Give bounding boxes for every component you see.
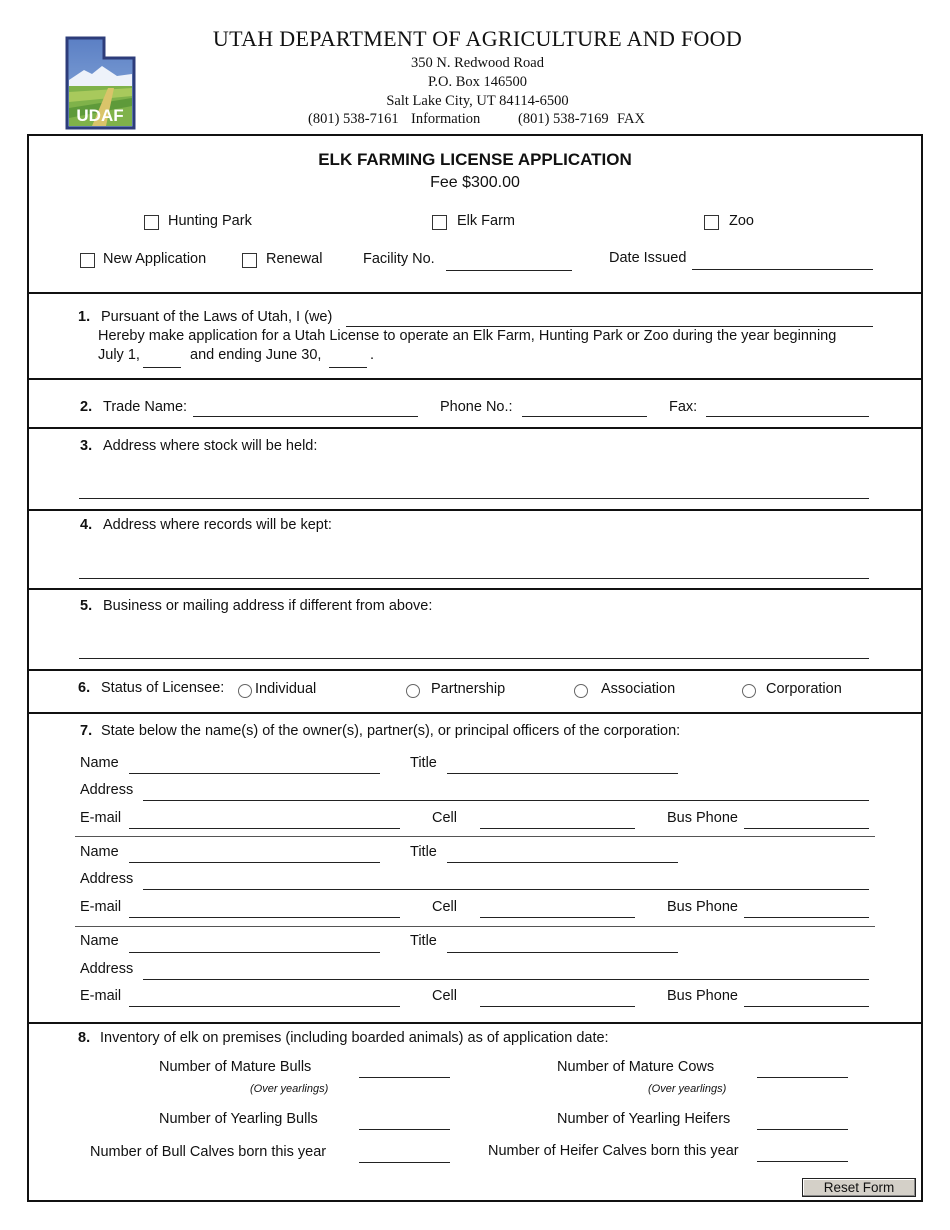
corporation-radio[interactable] — [742, 684, 756, 698]
divider — [27, 669, 923, 671]
owner3-cell-input[interactable] — [480, 1006, 635, 1007]
mature-cows-note: (Over yearlings) — [648, 1083, 727, 1095]
fax-label: FAX — [617, 111, 645, 127]
s1-ending: and ending June 30, — [190, 347, 322, 363]
owner-separator — [75, 836, 875, 837]
owner3-cell-label: Cell — [432, 988, 457, 1004]
owner3-name-input[interactable] — [129, 952, 380, 953]
logo-text: UDAF — [76, 106, 124, 125]
owner2-title-label: Title — [410, 844, 437, 860]
heifer-calves-input[interactable] — [757, 1161, 848, 1162]
divider — [27, 427, 923, 429]
owner1-address-input[interactable] — [143, 800, 869, 801]
heifer-calves-label: Number of Heifer Calves born this year — [488, 1143, 739, 1159]
owner1-cell-input[interactable] — [480, 828, 635, 829]
owner1-email-label: E-mail — [80, 810, 122, 826]
phone-no-input[interactable] — [522, 416, 647, 417]
yearling-bulls-label: Number of Yearling Bulls — [159, 1111, 318, 1127]
owner2-address-label: Address — [80, 871, 134, 887]
mature-cows-input[interactable] — [757, 1077, 848, 1078]
association-radio[interactable] — [574, 684, 588, 698]
facility-no-input[interactable] — [446, 270, 572, 271]
owner1-cell-label: Cell — [432, 810, 457, 826]
bull-calves-label: Number of Bull Calves born this year — [90, 1144, 327, 1160]
org-name: UTAH DEPARTMENT OF AGRICULTURE AND FOOD — [212, 26, 743, 51]
association-label: Association — [601, 681, 676, 697]
owner1-bus-phone-label: Bus Phone — [667, 810, 738, 826]
date-issued-input[interactable] — [692, 269, 873, 270]
owner3-title-input[interactable] — [447, 952, 678, 953]
owner2-bus-phone-label: Bus Phone — [667, 899, 738, 915]
facility-no-label: Facility No. — [363, 251, 435, 267]
owner2-email-label: E-mail — [80, 899, 122, 915]
owner3-email-input[interactable] — [129, 1006, 400, 1007]
new-application-label: New Application — [103, 251, 207, 267]
s6-number: 6. — [78, 680, 91, 696]
phone-label: Information — [411, 111, 481, 127]
trade-name-label: Trade Name: — [103, 399, 188, 415]
owner1-title-input[interactable] — [447, 773, 678, 774]
s2-number: 2. — [80, 399, 93, 415]
divider — [27, 1022, 923, 1024]
individual-label: Individual — [255, 681, 317, 697]
s8-number: 8. — [78, 1030, 91, 1046]
owner1-title-label: Title — [410, 755, 437, 771]
elk-farm-checkbox[interactable] — [432, 215, 447, 230]
renewal-checkbox[interactable] — [242, 253, 257, 268]
owner2-title-input[interactable] — [447, 862, 678, 863]
fax-label: Fax: — [669, 399, 698, 415]
divider — [27, 509, 923, 511]
owner1-name-label: Name — [80, 755, 119, 771]
applicant-name-input[interactable] — [346, 326, 873, 327]
partnership-label: Partnership — [431, 681, 506, 697]
owner3-title-label: Title — [410, 933, 437, 949]
mature-cows-label: Number of Mature Cows — [557, 1059, 715, 1075]
s1-period: . — [370, 347, 375, 363]
stock-address-input[interactable] — [79, 498, 869, 499]
owner2-email-input[interactable] — [129, 917, 400, 918]
s1-number: 1. — [78, 309, 91, 325]
owner3-address-label: Address — [80, 961, 134, 977]
zoo-checkbox[interactable] — [704, 215, 719, 230]
s1-july: July 1, — [98, 347, 140, 363]
owner1-address-label: Address — [80, 782, 134, 798]
s6-label: Status of Licensee: — [101, 680, 225, 696]
owner1-name-input[interactable] — [129, 773, 380, 774]
corporation-label: Corporation — [766, 681, 842, 697]
divider — [27, 588, 923, 590]
s8-label: Inventory of elk on premises (including boarded animals) as of application date: — [100, 1030, 609, 1046]
owner2-name-input[interactable] — [129, 862, 380, 863]
owner3-bus-phone-label: Bus Phone — [667, 988, 738, 1004]
owner-separator — [75, 926, 875, 927]
fax-input[interactable] — [706, 416, 869, 417]
address-line-3: Salt Lake City, UT 84114-6500 — [386, 93, 569, 109]
s7-number: 7. — [80, 723, 93, 739]
owner2-bus-phone-input[interactable] — [744, 917, 869, 918]
s7-label: State below the name(s) of the owner(s), partner(s), or principal officers of the corporation: — [101, 723, 681, 739]
mailing-address-input[interactable] — [79, 658, 869, 659]
records-address-input[interactable] — [79, 578, 869, 579]
year-begin-input[interactable] — [143, 367, 181, 368]
year-end-input[interactable] — [329, 367, 367, 368]
bull-calves-input[interactable] — [359, 1162, 450, 1163]
s1-label: Pursuant of the Laws of Utah, I (we) — [101, 309, 333, 325]
date-issued-label: Date Issued — [609, 250, 687, 266]
owner1-email-input[interactable] — [129, 828, 400, 829]
yearling-heifers-label: Number of Yearling Heifers — [557, 1111, 731, 1127]
owner2-address-input[interactable] — [143, 889, 869, 890]
owner2-cell-input[interactable] — [480, 917, 635, 918]
form-title: ELK FARMING LICENSE APPLICATION — [318, 150, 632, 169]
yearling-bulls-input[interactable] — [359, 1129, 450, 1130]
divider — [27, 378, 923, 380]
address-line-1: 350 N. Redwood Road — [411, 55, 544, 71]
renewal-label: Renewal — [266, 251, 323, 267]
divider — [27, 292, 923, 294]
phone-number: (801) 538-7161 — [308, 111, 399, 127]
s5-number: 5. — [80, 598, 93, 614]
owner2-cell-label: Cell — [432, 899, 457, 915]
phone-no-label: Phone No.: — [440, 399, 513, 415]
hunting-park-checkbox[interactable] — [144, 215, 159, 230]
zoo-label: Zoo — [729, 213, 754, 229]
partnership-radio[interactable] — [406, 684, 420, 698]
hunting-park-label: Hunting Park — [168, 213, 252, 229]
reset-form-button[interactable]: Reset Form — [802, 1178, 916, 1197]
new-application-checkbox[interactable] — [80, 253, 95, 268]
divider — [27, 712, 923, 714]
owner3-name-label: Name — [80, 933, 119, 949]
address-line-2: P.O. Box 146500 — [427, 74, 528, 90]
s4-label: Address where records will be kept: — [103, 517, 332, 533]
mature-bulls-input[interactable] — [359, 1077, 450, 1078]
s5-label: Business or mailing address if different from above: — [103, 598, 433, 614]
owner3-email-label: E-mail — [80, 988, 122, 1004]
form-fee: Fee $300.00 — [430, 174, 520, 191]
owner2-name-label: Name — [80, 844, 119, 860]
owner1-bus-phone-input[interactable] — [744, 828, 869, 829]
s1-text: Hereby make application for a Utah License to operate an Elk Farm, Hunting Park or Zoo during the year beginning — [98, 328, 837, 344]
owner3-bus-phone-input[interactable] — [744, 1006, 869, 1007]
owner3-address-input[interactable] — [143, 979, 869, 980]
elk-farm-label: Elk Farm — [457, 213, 515, 229]
s3-label: Address where stock will be held: — [103, 438, 318, 454]
yearling-heifers-input[interactable] — [757, 1129, 848, 1130]
s4-number: 4. — [80, 517, 93, 533]
fax-number: (801) 538-7169 — [518, 111, 609, 127]
individual-radio[interactable] — [238, 684, 252, 698]
trade-name-input[interactable] — [193, 416, 418, 417]
mature-bulls-label: Number of Mature Bulls — [159, 1059, 312, 1075]
s3-number: 3. — [80, 438, 93, 454]
mature-bulls-note: (Over yearlings) — [250, 1083, 329, 1095]
